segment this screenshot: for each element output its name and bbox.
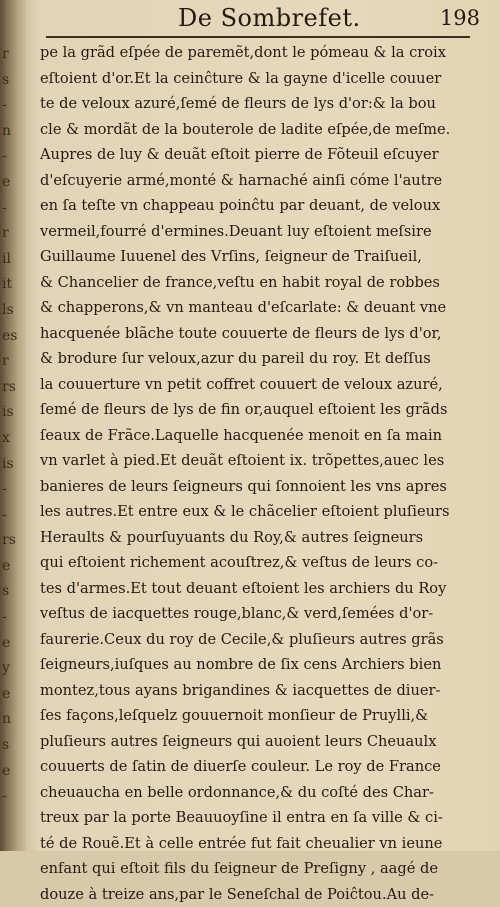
margin-fragment: r [2,349,20,375]
margin-fragment: - [2,196,20,222]
text-line: hacquenée blãche toute couuerte de fleurs de lys d'or, [40,321,480,347]
text-line: vermeil,fourré d'ermines.Deuant luy eſtoient meſsire [40,219,480,245]
text-line: vn varlet à pied.Et deuãt eſtoient ix. trõpettes,auec les [40,448,480,474]
margin-fragment: r [2,221,20,247]
text-line: les autres.Et entre eux & le chãcelier eſtoient pluſieurs [40,499,480,525]
text-line: cle & mordãt de la bouterole de ladite eſpée,de meſme. [40,117,480,143]
margin-fragment: - [2,93,20,119]
margin-fragment: r [2,42,20,68]
margin-fragment: y [2,656,20,682]
text-line: enfant qui eſtoit fils du ſeigneur de Preſigny , aagé de [40,856,480,882]
margin-fragment: e [2,759,20,785]
margin-fragment: - [2,503,20,529]
margin-fragment: e [2,682,20,708]
running-header [30,4,480,38]
margin-fragment: il [2,247,20,273]
facing-page-fragments [2,42,20,810]
text-line: ſes façons,leſquelz gouuernoit monſieur de Pruylli,& [40,703,480,729]
text-line: veſtus de iacquettes rouge,blanc,& verd,ſemées d'or- [40,601,480,627]
margin-fragment: n [2,707,20,733]
margin-fragment: e [2,631,20,657]
text-line: la couuerture vn petit coffret couuert de veloux azuré, [40,372,480,398]
text-line: d'eſcuyerie armé,monté & harnaché ainſi cóme l'autre [40,168,480,194]
text-line: en ſa teſte vn chappeau poinĉtu par deuant, de veloux [40,193,480,219]
text-line: tes d'armes.Et tout deuant eſtoient les archiers du Roy [40,576,480,602]
margin-fragment: e [2,554,20,580]
header-rule [46,36,470,38]
text-line: eſtoient d'or.Et la ceinĉture & la gayne d'icelle couuer [40,66,480,92]
margin-fragment: is [2,452,20,478]
text-line: pluſieurs autres ſeigneurs qui auoient leurs Cheuaulx [40,729,480,755]
text-line: & Chancelier de france,veſtu en habit royal de robbes [40,270,480,296]
margin-fragment: it [2,272,20,298]
text-line: qui eſtoient richement acouſtrez,& veſtus de leurs co- [40,550,480,576]
text-line: Guillaume Iuuenel des Vrſins, ſeigneur de Traiſueil, [40,244,480,270]
text-line: banieres de leurs ſeigneurs qui ſonnoient les vns apres [40,474,480,500]
margin-fragment: - [2,144,20,170]
text-line: cheuaucha en belle ordonnance,& du coſté des Char- [40,780,480,806]
running-title: De Sombrefet. [178,4,361,32]
margin-fragment: x [2,426,20,452]
text-line: & chapperons,& vn manteau d'eſcarlate: & deuant vne [40,295,480,321]
text-line: douze à treize ans,par le Seneſchal de Poiĉtou.Au de- [40,882,480,907]
margin-fragment: - [2,477,20,503]
margin-fragment: - [2,605,20,631]
text-line: ſemé de fleurs de lys de fin or,auquel eſtoient les grãds [40,397,480,423]
text-line: ſeigneurs,iuſques au nombre de ſix cens Archiers bien [40,652,480,678]
margin-fragment: is [2,400,20,426]
text-line: treux par la porte Beauuoyſine il entra en ſa ville & ci- [40,805,480,831]
text-line: & brodure ſur veloux,azur du pareil du roy. Et deſſus [40,346,480,372]
text-line: te de veloux azuré,ſemé de fleurs de lys d'or:& la bou [40,91,480,117]
margin-fragment: rs [2,375,20,401]
body-text [40,40,480,907]
margin-fragment: ls [2,298,20,324]
margin-fragment: n [2,119,20,145]
page-number: 198 [440,6,480,30]
margin-fragment: - [2,784,20,810]
text-line: couuerts de ſatin de diuerſe couleur. Le roy de France [40,754,480,780]
text-line: pe la grãd eſpée de paremẽt,dont le pómeau & la croix [40,40,480,66]
text-line: té de Rouẽ.Et à celle entrée fut fait cheualier vn ieune [40,831,480,857]
text-line: ſeaux de Frãce.Laquelle hacquenée menoit en ſa main [40,423,480,449]
margin-fragment: rs [2,528,20,554]
text-line: faurerie.Ceux du roy de Cecile,& pluſieurs autres grãs [40,627,480,653]
margin-fragment: s [2,579,20,605]
text-line: montez,tous ayans brigandines & iacquettes de diuer- [40,678,480,704]
text-line: Heraults & pourſuyuants du Roy,& autres ſeigneurs [40,525,480,551]
margin-fragment: s [2,733,20,759]
margin-fragment: es [2,324,20,350]
text-line: Aupres de luy & deuãt eſtoit pierre de Fõteuil eſcuyer [40,142,480,168]
margin-fragment: e [2,170,20,196]
margin-fragment: s [2,68,20,94]
